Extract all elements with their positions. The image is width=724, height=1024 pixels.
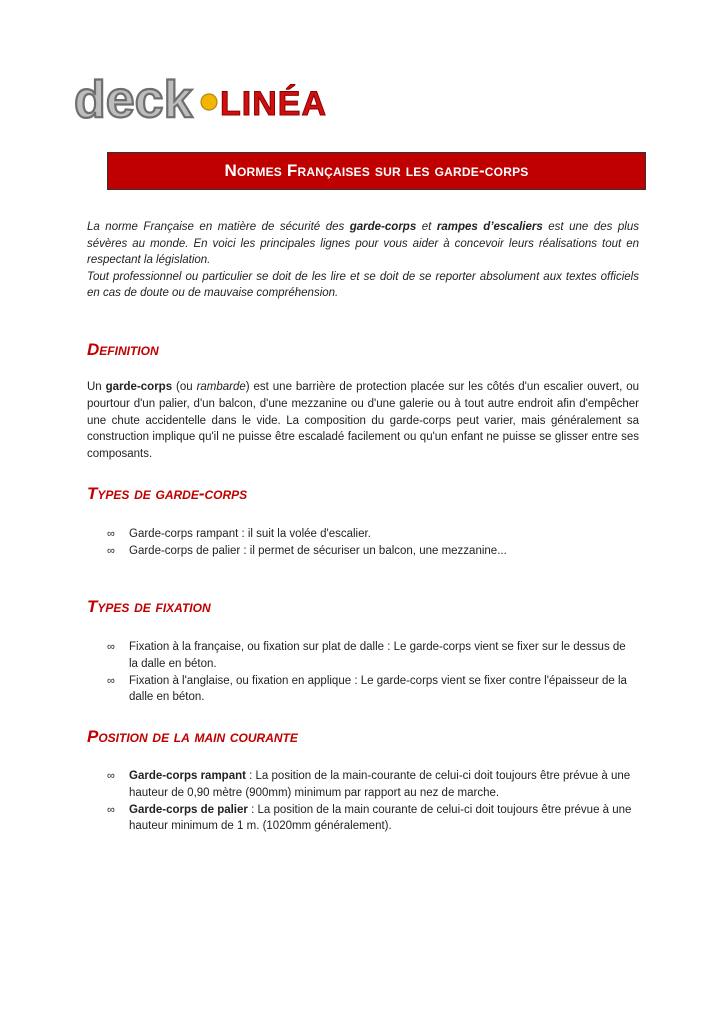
list-item <box>107 802 639 836</box>
logo-dot-icon <box>201 94 217 110</box>
types-garde-corps-list <box>107 526 637 560</box>
main-courante-heading: Position de la main courante <box>87 727 298 746</box>
definition-text-part: (ou <box>172 381 197 393</box>
types-fixation-heading: Types de fixation <box>87 597 211 616</box>
logo-linea-text: LINÉA <box>220 85 327 123</box>
intro-bold-garde-corps: garde-corps <box>349 221 417 233</box>
bullet-infinity-icon: ∞ <box>107 674 115 687</box>
list-item <box>107 526 637 543</box>
list-item <box>107 543 637 560</box>
decklinea-logo <box>70 70 360 126</box>
page-title: Normes Françaises sur les garde-corps <box>224 161 529 180</box>
definition-paragraph <box>87 379 639 463</box>
intro-paragraph-1 <box>87 219 639 269</box>
intro-text-part: La norme Française en matière de sécurité des <box>87 221 350 233</box>
list-item-text: : La position de la main courante de celui-ci doit toujours être prévue à une hauteur minimum de 1 m. (1020mm généralement). <box>129 803 632 833</box>
definition-text-part: ) est une barrière de protection placée sur les côtés d'un escalier ouvert, ou pourtour d'un palier, d'un balcon, d'une mezzanine ou d'une galerie ou à tout autre endroit afin d'empêcher une chute accidentelle dans le vide. La composition du garde-corps peut varier, mais généralement sa construction implique qu'il ne puisse être escaladé facilement ou qu'un enfant ne puisse se glisser entre ses composants. <box>87 381 639 461</box>
list-item-label: Garde-corps rampant <box>129 770 246 782</box>
logo-deck-text: deck <box>74 71 193 126</box>
list-item-text: Garde-corps de palier : il permet de sécuriser un balcon, une mezzanine... <box>129 544 507 557</box>
list-item-text: Fixation à la française, ou fixation sur plat de dalle : Le garde-corps vient se fixer sur le dessus de la dalle en béton. <box>129 641 626 670</box>
list-item <box>107 768 639 802</box>
bullet-infinity-icon: ∞ <box>107 803 115 816</box>
list-item-label: Garde-corps de palier <box>129 803 248 816</box>
bullet-infinity-icon: ∞ <box>107 770 115 782</box>
main-courante-list <box>107 768 639 835</box>
list-item <box>107 673 637 707</box>
types-fixation-list <box>107 639 637 706</box>
list-item-text: Fixation à l'anglaise, ou fixation en applique : Le garde-corps vient se fixer contre l'épaisseur de la dalle en béton. <box>129 674 627 704</box>
title-banner <box>107 152 646 190</box>
intro-text-part: est une des plus sévères au monde. En voici les principales lignes pour vous aider à concevoir leurs réalisations tout en respectant la législation. <box>87 221 639 266</box>
list-item-text: Garde-corps rampant : il suit la volée d'escalier. <box>129 528 371 540</box>
intro-text-part: et <box>416 221 437 233</box>
intro-bold-rampes: rampes d’escaliers <box>436 221 543 233</box>
definition-text-part: Un <box>87 381 106 393</box>
definition-heading: Definition <box>87 340 159 359</box>
types-garde-corps-heading: Types de garde-corps <box>87 484 248 503</box>
intro-paragraph-2: Tout professionnel ou particulier se doit de les lire et se doit de se reporter absolument aux textes officiels en cas de doute ou de mauvaise compréhension. <box>87 270 639 299</box>
bullet-infinity-icon: ∞ <box>107 528 115 540</box>
bullet-infinity-icon: ∞ <box>107 544 115 557</box>
bullet-infinity-icon: ∞ <box>107 641 115 653</box>
definition-italic-term: rambarde <box>196 381 246 393</box>
definition-bold-term: garde-corps <box>105 381 173 393</box>
list-item-text: : La position de la main-courante de celui-ci doit toujours être prévue à une hauteur de 0,90 mètre (900mm) minimum par rapport au nez de marche. <box>129 770 631 799</box>
intro-text <box>87 219 639 302</box>
list-item <box>107 639 637 673</box>
